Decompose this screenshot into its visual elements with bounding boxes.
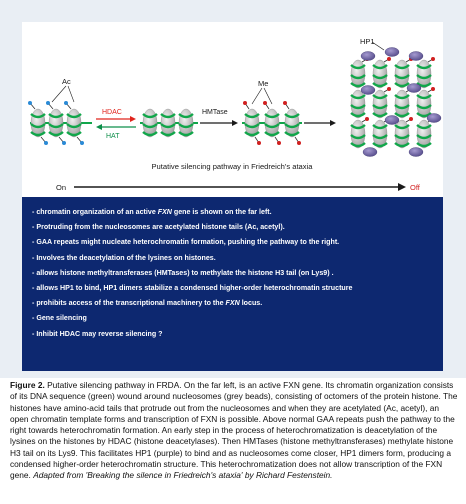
summary-bullet: [32, 296, 443, 311]
acetyl-pointer-a: [52, 86, 66, 102]
hat-arrowhead: [96, 124, 102, 130]
hat-label: HAT: [106, 133, 120, 140]
caption-label: Figure 2.: [10, 380, 45, 390]
bullet-text: gene is shown on the far left.: [171, 208, 272, 216]
methyl-group: [387, 57, 391, 61]
acetyl-group: [28, 101, 32, 105]
acetyl-group: [80, 141, 84, 145]
summary-bullet: [32, 266, 443, 281]
summary-bullet: [32, 327, 443, 342]
summary-box: [22, 197, 443, 371]
acetyl-group: [62, 141, 66, 145]
methyl-group: [283, 101, 287, 105]
on-label: On: [56, 183, 67, 192]
hp1-protein: [363, 148, 377, 157]
caption-attribution: Adapted from 'Breaking the silence in Friedreich's ataxia' by Richard Festenstein.: [33, 470, 333, 481]
acetyl-group: [44, 141, 48, 145]
caption-body: Putative silencing pathway in FRDA. On the far left, is an active FXN gene. Its chromatin organization consists of its DNA sequence (green) wound around nucleosomes (grey beads), consisting of octomers of the protein histone. The histones have amino-acid tails that protrude out from the nucleosomes and when they are acetylated (Ac, acetyl), an open chromatin template forms and transcription of FXN is possible. Above normal GAA repeats push the pathway to the right towards heterochromatin formation. An early step in the process of heterochromatization is deacetylation of the lysines on the histones by HDAC (histone deacetylases). Then HMTases (histone methyltransferases) methylate histone H3 tail on its Lys9. This facilitates HP1 (purple) to bind and as nucleosomes come closer, HP1 dimers form, producing a condensed higher-order heterochromatin structure. This heterochromatization does not allow transcription of the FXN gene.: [10, 380, 458, 481]
nucleosome-arrays: [30, 60, 431, 148]
methyl-group: [257, 141, 261, 145]
chromatin-diagram: [22, 22, 443, 197]
hdac-arrowhead: [130, 116, 136, 122]
methyl-group: [431, 87, 435, 91]
hdac-label: HDAC: [102, 109, 122, 116]
bullet-text: - Protruding from the nucleosomes are acetylated histone tails (Ac, acetyl).: [32, 223, 285, 232]
hmtase-arrowhead: [232, 120, 238, 126]
condensation-arrowhead: [330, 120, 336, 126]
methyl-label: Me: [258, 79, 269, 88]
bullet-text: - chromatin organization of an active: [32, 208, 158, 216]
acetyl-label: Ac: [62, 77, 71, 86]
hp1-protein: [407, 84, 421, 93]
summary-bullet: [32, 235, 443, 250]
methyl-group: [277, 141, 281, 145]
chromatin-diagram-svg: [22, 22, 443, 197]
bullet-text: - Inhibit HDAC may reverse silencing ?: [32, 329, 163, 338]
hmtase-label: HMTase: [202, 109, 228, 116]
bullet-gene-name: FXN: [225, 299, 240, 308]
methyl-pointer-a: [252, 88, 262, 104]
bullet-text: locus.: [239, 299, 263, 308]
hp1-pointer: [372, 42, 384, 50]
methyl-group: [297, 141, 301, 145]
acetyl-pointer-b: [68, 86, 74, 102]
bullet-gene-name: FXN: [157, 208, 172, 216]
pathway-title: Putative silencing pathway in Friedreich's ataxia: [151, 162, 313, 171]
bullet-text: - prohibits access of the transcriptional machinery to the: [32, 299, 226, 308]
methyl-group: [243, 101, 247, 105]
methyl-group: [365, 117, 369, 121]
bullet-text: - Gene silencing: [32, 314, 87, 323]
methyl-group: [387, 87, 391, 91]
summary-bullet: [32, 251, 443, 266]
methyl-group: [431, 57, 435, 61]
summary-bullet: [32, 311, 443, 326]
hp1-protein: [361, 86, 375, 95]
figure-caption: [10, 380, 458, 482]
bullet-text: - GAA repeats might nucleate heterochromatin formation, pushing the pathway to the right.: [32, 238, 340, 247]
methyl-group: [409, 117, 413, 121]
summary-bullet: [32, 205, 443, 220]
bullet-text: - Involves the deacetylation of the lysines on histones.: [32, 253, 216, 262]
summary-bullet: [32, 220, 443, 235]
hp1-protein: [361, 52, 375, 61]
acetyl-group: [46, 101, 50, 105]
hp1-protein: [409, 148, 423, 157]
summary-bullets: [22, 197, 443, 342]
bullet-text: - allows histone methyltransferases (HMTases) to methylate the histone H3 tail (on Lys9) .: [32, 268, 334, 277]
hp1-protein: [385, 48, 399, 57]
methyl-group: [263, 101, 267, 105]
summary-bullet: [32, 281, 443, 296]
hp1-protein: [427, 114, 441, 123]
off-label: Off: [410, 183, 420, 192]
hp1-protein: [385, 116, 399, 125]
bullet-text: - allows HP1 to bind, HP1 dimers stabilize a condensed higher-order heterochromatin structure: [32, 284, 353, 293]
on-off-arrowhead: [398, 183, 406, 191]
acetyl-group: [64, 101, 68, 105]
hp1-protein: [409, 52, 423, 61]
hp1-label: HP1: [360, 37, 375, 46]
